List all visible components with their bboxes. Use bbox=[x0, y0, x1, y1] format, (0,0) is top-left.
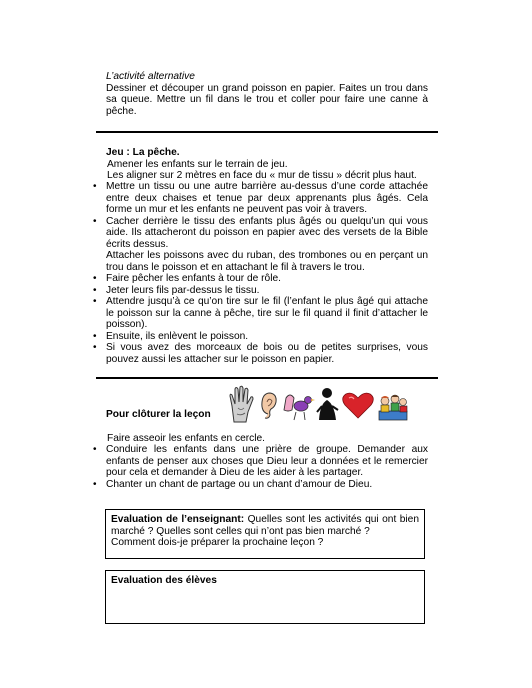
teacher-eval-label: Evaluation de l’enseignant: bbox=[111, 514, 245, 525]
section-divider bbox=[96, 131, 438, 133]
list-item: • Cacher derrière le tissu des enfants plus âgés ou quelqu’un qui vous aide. Ils attacheront du poisson en papier avec des versets de la Bible écrits dessus. bbox=[91, 216, 428, 251]
closing-title: Pour clôturer la leçon bbox=[106, 409, 211, 420]
alt-activity-title: L’activité alternative bbox=[106, 71, 195, 82]
game-bullet-list bbox=[91, 181, 428, 365]
closing-bullet-list bbox=[91, 444, 428, 490]
list-item: • Ensuite, ils enlèvent le poisson. bbox=[91, 331, 428, 343]
heart-icon bbox=[343, 393, 374, 418]
list-item: • Mettre un tissu ou une autre barrière au-dessus d’une corde attachée entre deux chaises et tenue par deux apprenants plus âgés. Cela forme un mur et les enfants ne peuvent pas voir à travers. bbox=[91, 181, 428, 216]
teacher-evaluation-box bbox=[105, 509, 425, 559]
list-item: • Si vous avez des morceaux de bois ou de petites surprises, vous pouvez aussi les attacher sur le poisson en papier. bbox=[91, 342, 428, 365]
continuation-text: Attacher les poissons avec du ruban, des trombones ou en perçant un trou dans le poisson et en attachant le fil à travers le trou. bbox=[106, 250, 428, 273]
teacher-eval-text: Quelles sont les activités qui ont bien marché ? Quelles sont celles qui n’ont pas bien marché ? bbox=[111, 514, 419, 537]
student-evaluation-box bbox=[105, 570, 425, 624]
list-item-continuation bbox=[91, 250, 428, 273]
hand-icon bbox=[230, 386, 253, 422]
list-item: • Attendre jusqu’à ce qu’on tire sur le fil (l’enfant le plus âgé qui attache le poisson sur la canne à pêche, tire sur le fil quand il finit d’attacher le poisson). bbox=[91, 296, 428, 331]
list-item: • Faire pêcher les enfants à tour de rôle. bbox=[91, 273, 428, 285]
game-section-head bbox=[106, 147, 428, 182]
closing-intro: Faire asseoir les enfants en cercle. bbox=[107, 433, 265, 444]
alt-activity-text: Dessiner et découper un grand poisson en papier. Faites un trou dans sa queue. Mettre un fil dans le trou et coller pour faire une canne à pêche. bbox=[106, 82, 428, 117]
game-title: Jeu : La pêche. bbox=[106, 147, 180, 158]
child-silhouette-icon bbox=[317, 388, 338, 420]
section-divider bbox=[96, 377, 438, 379]
game-intro-1: Amener les enfants sur le terrain de jeu. bbox=[107, 158, 288, 170]
game-intro-2: Les aligner sur 2 mètres en face du « mur de tissu » décrit plus haut. bbox=[107, 170, 417, 181]
student-eval-label: Evaluation des élèves bbox=[111, 575, 217, 586]
list-item: • Jeter leurs fils par-dessus le tissu. bbox=[91, 285, 428, 297]
nose-bird-icon bbox=[284, 395, 315, 420]
children-group-icon bbox=[379, 395, 407, 420]
alt-activity-section bbox=[106, 71, 428, 117]
ear-icon bbox=[262, 393, 276, 418]
teacher-eval-line2: Comment dois-je préparer la prochaine leçon ? bbox=[111, 537, 324, 548]
lesson-icons-strip bbox=[228, 384, 408, 424]
list-item: • Chanter un chant de partage ou un chant d’amour de Dieu. bbox=[91, 479, 428, 491]
list-item: • Conduire les enfants dans une prière de groupe. Demander aux enfants de penser aux choses que Dieu leur a données et le remercier pour cela et demander à Dieu de les aider à les partager. bbox=[91, 444, 428, 479]
